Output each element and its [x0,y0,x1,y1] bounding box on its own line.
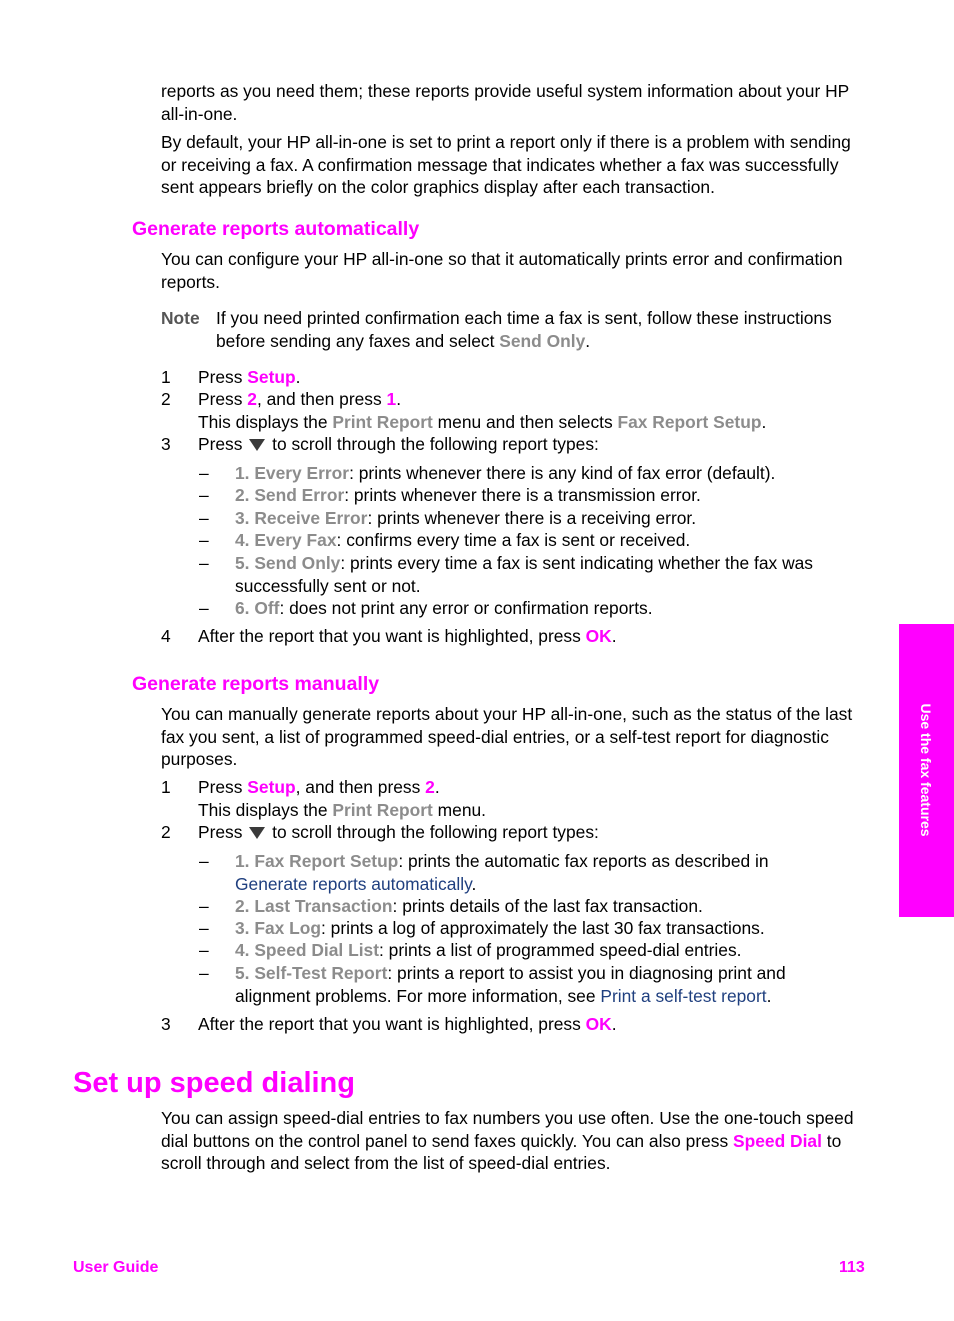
manual-step-2: Press to scroll through the following report types: [198,822,599,842]
note-text: If you need printed confirmation each time a fax is sent, follow these instructions before sending any faxes and select Send Only. [216,308,832,351]
auto-step-3: Press to scroll through the following report types: [198,434,599,454]
auto-intro: You can configure your HP all-in-one so that it automatically prints error and confirmation reports. [161,249,843,292]
intro-paragraph-2: By default, your HP all-in-one is set to print a report only if there is a problem with sending or receiving a fax. A confirmation message that indicates whether a fax was successfully sent appears briefly on the color graphics display after each transaction. [161,132,851,197]
list-item: 1. Fax Report Setup: prints the automatic fax reports as described in Generate reports automatically. [235,851,769,894]
step-number: 1 [161,777,171,797]
down-arrow-icon [249,439,265,451]
down-arrow-icon [249,827,265,839]
list-dash: – [199,485,209,505]
step-number: 3 [161,434,171,454]
ui-print-report: Print Report [332,799,433,820]
auto-step-2: Press 2, and then press 1. This displays the Print Report menu and then selects Fax Report Setup. [198,389,767,432]
chapter-side-tab [899,624,954,917]
list-item: 2. Send Error: prints whenever there is a transmission error. [235,485,701,505]
list-item: 1. Every Error: prints whenever there is any kind of fax error (default). [235,463,776,483]
list-dash: – [199,896,209,916]
step-number: 2 [161,822,171,842]
list-dash: – [199,463,209,483]
heading-set-up-speed-dialing: Set up speed dialing [73,1067,355,1099]
step-number: 3 [161,1014,171,1034]
ui-print-report: Print Report [332,411,433,432]
heading-generate-reports-manually: Generate reports manually [132,673,380,695]
note-label: Note [161,308,200,328]
list-item: 4. Every Fax: confirms every time a fax is sent or received. [235,530,691,550]
ui-ok: OK [585,1014,612,1034]
step-number: 2 [161,389,171,409]
ui-fax-report-setup: Fax Report Setup [617,411,762,432]
list-item: 6. Off: does not print any error or confirmation reports. [235,598,653,618]
list-item: 3. Fax Log: prints a log of approximately the last 30 fax transactions. [235,918,765,938]
ui-send-only: Send Only [499,330,586,351]
list-item: 5. Self-Test Report: prints a report to assist you in diagnosing print and alignment problems. For more information, see Print a self-test report. [235,963,786,1006]
list-item: 4. Speed Dial List: prints a list of programmed speed-dial entries. [235,940,742,960]
step-number: 1 [161,367,171,387]
link-generate-reports-automatically[interactable]: Generate reports automatically [235,873,472,894]
auto-step-4: After the report that you want is highlighted, press OK. [198,626,617,646]
list-dash: – [199,940,209,960]
intro-paragraph-1: reports as you need them; these reports provide useful system information about your HP all-in-one. [161,81,849,124]
heading-generate-reports-automatically: Generate reports automatically [132,218,420,240]
list-dash: – [199,598,209,618]
ui-setup: Setup [247,367,296,387]
list-dash: – [199,508,209,528]
manual-intro: You can manually generate reports about your HP all-in-one, such as the status of the last fax you sent, a list of programmed speed-dial entries, or a self-test report for diagnostic purposes. [161,704,853,769]
list-dash: – [199,553,209,573]
ui-speed-dial: Speed Dial [733,1130,822,1151]
list-item: 3. Receive Error: prints whenever there is a receiving error. [235,508,697,528]
side-tab-label: Use the fax features [918,703,934,837]
list-dash: – [199,851,209,871]
auto-step-1: Press Setup. [198,367,301,387]
link-print-self-test-report[interactable]: Print a self-test report [600,985,767,1006]
list-dash: – [199,530,209,550]
ui-ok: OK [585,626,612,646]
list-dash: – [199,963,209,983]
list-item: 2. Last Transaction: prints details of the last fax transaction. [235,896,703,916]
list-dash: – [199,918,209,938]
footer-page-number: 113 [839,1259,865,1276]
speed-dial-paragraph: You can assign speed-dial entries to fax numbers you use often. Use the one-touch speed dial buttons on the control panel to send faxes quickly. You can also press Speed Dial to scroll through and select from the list of speed-dial entries. [161,1108,854,1173]
footer-user-guide: User Guide [73,1259,159,1276]
manual-step-3: After the report that you want is highlighted, press OK. [198,1014,617,1034]
step-number: 4 [161,626,171,646]
list-item: 5. Send Only: prints every time a fax is sent indicating whether the fax was successfully sent or not. [235,553,814,596]
ui-setup: Setup [247,777,296,797]
manual-step-1: Press Setup, and then press 2. This displays the Print Report menu. [198,777,487,820]
